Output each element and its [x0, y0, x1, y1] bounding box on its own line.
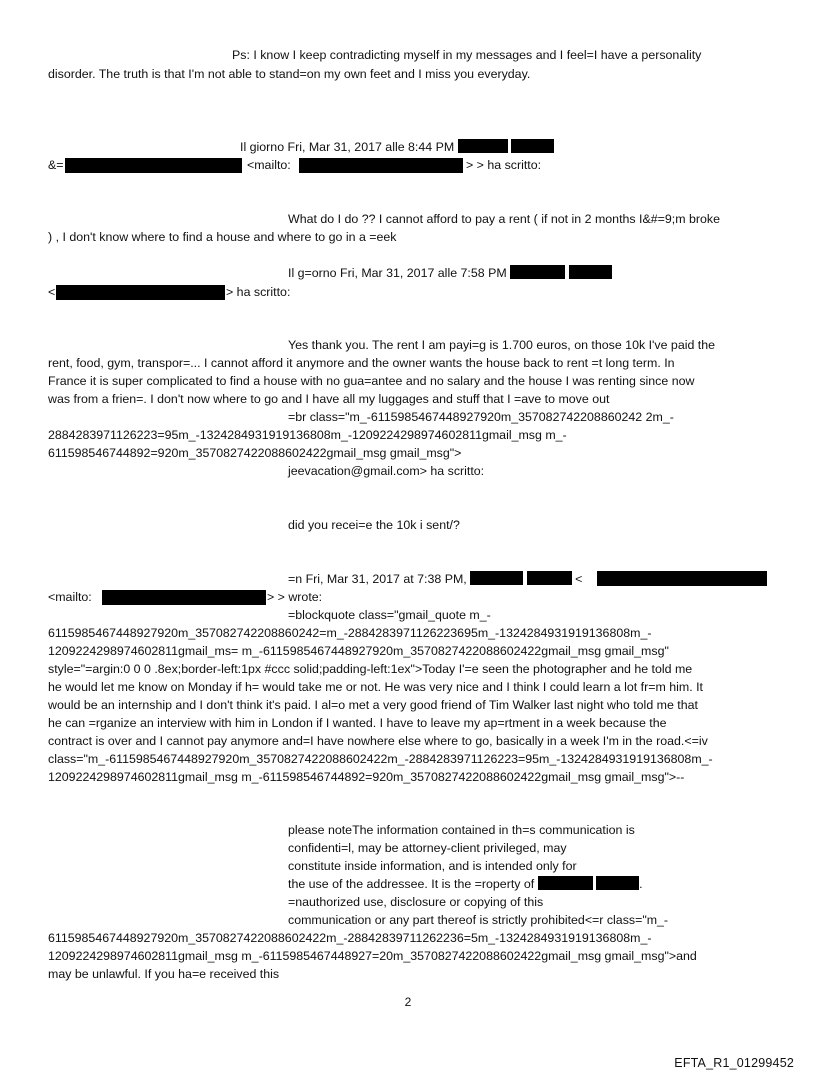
text-line: > > ha scritto: — [466, 158, 542, 172]
text-line: &= — [48, 158, 64, 172]
text-line: confidenti=l, may be attorney-client privileged, may — [288, 841, 567, 855]
redaction-box — [56, 285, 225, 300]
text-line: was from a frien=. I don't now where to go and I have all my luggages and stuff that I =ave to move out — [48, 392, 610, 406]
text-line: > > wrote: — [267, 590, 323, 604]
header-date: =n Fri, Mar 31, 2017 at 7:38 PM, — [288, 572, 467, 586]
text-line: style="=argin:0 0 0 .8ex;border-left:1px #ccc solid;padding-left:1ex">Today I'=e seen the photographer and he told me — [48, 662, 693, 676]
text-fragment: . — [639, 877, 643, 891]
text-line: =blockquote class="gmail_quote m_- — [288, 608, 491, 622]
header-date: Il giorno Fri, Mar 31, 2017 alle 8:44 PM — [240, 140, 455, 154]
text-line: disorder. The truth is that I'm not able to stand=on my own feet and I miss you everyday. — [48, 67, 531, 81]
email-header-line — [288, 265, 612, 281]
text-line: communication or any part thereof is strictly prohibited<=r class="m_- — [288, 913, 669, 927]
text-line: did you recei=e the 10k i sent/? — [288, 518, 460, 532]
document-id: EFTA_R1_01299452 — [674, 1056, 794, 1070]
text-line: Yes thank you. The rent I am payi=g is 1.700 euros, on those 10k I've paid the — [288, 338, 716, 352]
text-line: France it is super complicated to find a house with no gua=antee and no salary and the house I was renting since now — [48, 374, 695, 388]
text-line: jeevacation@gmail.com> ha scritto: — [288, 464, 485, 478]
redaction-box — [569, 265, 612, 279]
text-line: 1209224298974602811gmail_msg m_-6115985467448927=20m_3570827422088602422gmail_msg gmail_msg">and — [48, 949, 697, 963]
email-header-line — [240, 139, 554, 155]
text-line: <mailto: — [247, 158, 291, 172]
text-fragment: < — [575, 572, 583, 586]
redaction-box — [527, 571, 572, 585]
text-line: contract is over and I cannot pay anymore and=I have nowhere else where to go, basically in a week I'm in the road.<=iv — [48, 734, 708, 748]
text-line: 1209224298974602811gmail_ms= m_-6115985467448927920m_3570827422088602422gmail_msg gmail_msg" — [48, 644, 669, 658]
text-line: 611598546744892=920m_3570827422088602422gmail_msg gmail_msg"> — [48, 446, 462, 460]
page-number: 2 — [404, 995, 412, 1009]
text-fragment: the use of the addressee. It is the =roperty of — [288, 877, 535, 891]
text-line: rent, food, gym, transpor=... I cannot afford it anymore and the owner wants the house back to rent =t long term. In — [48, 356, 675, 370]
redaction-box — [538, 876, 593, 890]
text-line: would be an internship and I don't think it's paid. I al=o met a very good friend of Tim Walker last night who told me that — [48, 698, 698, 712]
text-line: =nauthorized use, disclosure or copying of this — [288, 895, 544, 909]
text-line: What do I do ?? I cannot afford to pay a rent ( if not in 2 months I&#=9;m broke — [288, 212, 720, 226]
redaction-box — [470, 571, 523, 585]
text-line: =br class="m_-6115985467448927920m_357082742208860242 2m_- — [288, 410, 674, 424]
redaction-box — [102, 590, 266, 605]
text-line: < — [48, 285, 56, 299]
header-date: Il g=orno Fri, Mar 31, 2017 alle 7:58 PM — [288, 266, 507, 280]
text-line: ) , I don't know where to find a house and where to go in a =eek — [48, 230, 397, 244]
text-line: Ps: I know I keep contradicting myself in my messages and I feel=I have a personality — [232, 48, 702, 62]
text-line: class="m_-6115985467448927920m_3570827422088602422m_-2884283971126223=95m_-1324284931919136808m_- — [48, 752, 713, 766]
redaction-box — [458, 139, 508, 153]
redaction-box — [511, 139, 554, 153]
text-line: may be unlawful. If you ha=e received this — [48, 967, 280, 981]
text-line: 1209224298974602811gmail_msg m_-611598546744892=920m_3570827422088602422gmail_msg gmail_msg">-- — [48, 770, 685, 784]
redaction-box — [597, 571, 767, 586]
redaction-box — [299, 158, 463, 173]
text-line: he can =rganize an interview with him in London if I wanted. I have to leave my ap=rtment in a week because the — [48, 716, 667, 730]
redaction-box — [65, 158, 242, 173]
text-line — [288, 876, 643, 892]
text-line: <mailto: — [48, 590, 92, 604]
text-line: > ha scritto: — [226, 285, 291, 299]
text-line: please noteThe information contained in th=s communication is — [288, 823, 635, 837]
text-line: 2884283971126223=95m_-1324284931919136808m_-1209224298974602811gmail_msg m_- — [48, 428, 567, 442]
redaction-box — [510, 265, 565, 279]
redaction-box — [596, 876, 639, 890]
text-line: 6115985467448927920m_357082742208860242=m_-2884283971126223695m_-1324284931919136808m_- — [48, 626, 652, 640]
text-line: constitute inside information, and is intended only for — [288, 859, 577, 873]
email-header-line — [288, 571, 582, 587]
text-line: he would let me know on Monday if h= would take me or not. He was very nice and I think I could learn a lot fr=m him. It — [48, 680, 703, 694]
text-line: 6115985467448927920m_3570827422088602422m_-28842839711262236=5m_-1324284931919136808m_- — [48, 931, 652, 945]
